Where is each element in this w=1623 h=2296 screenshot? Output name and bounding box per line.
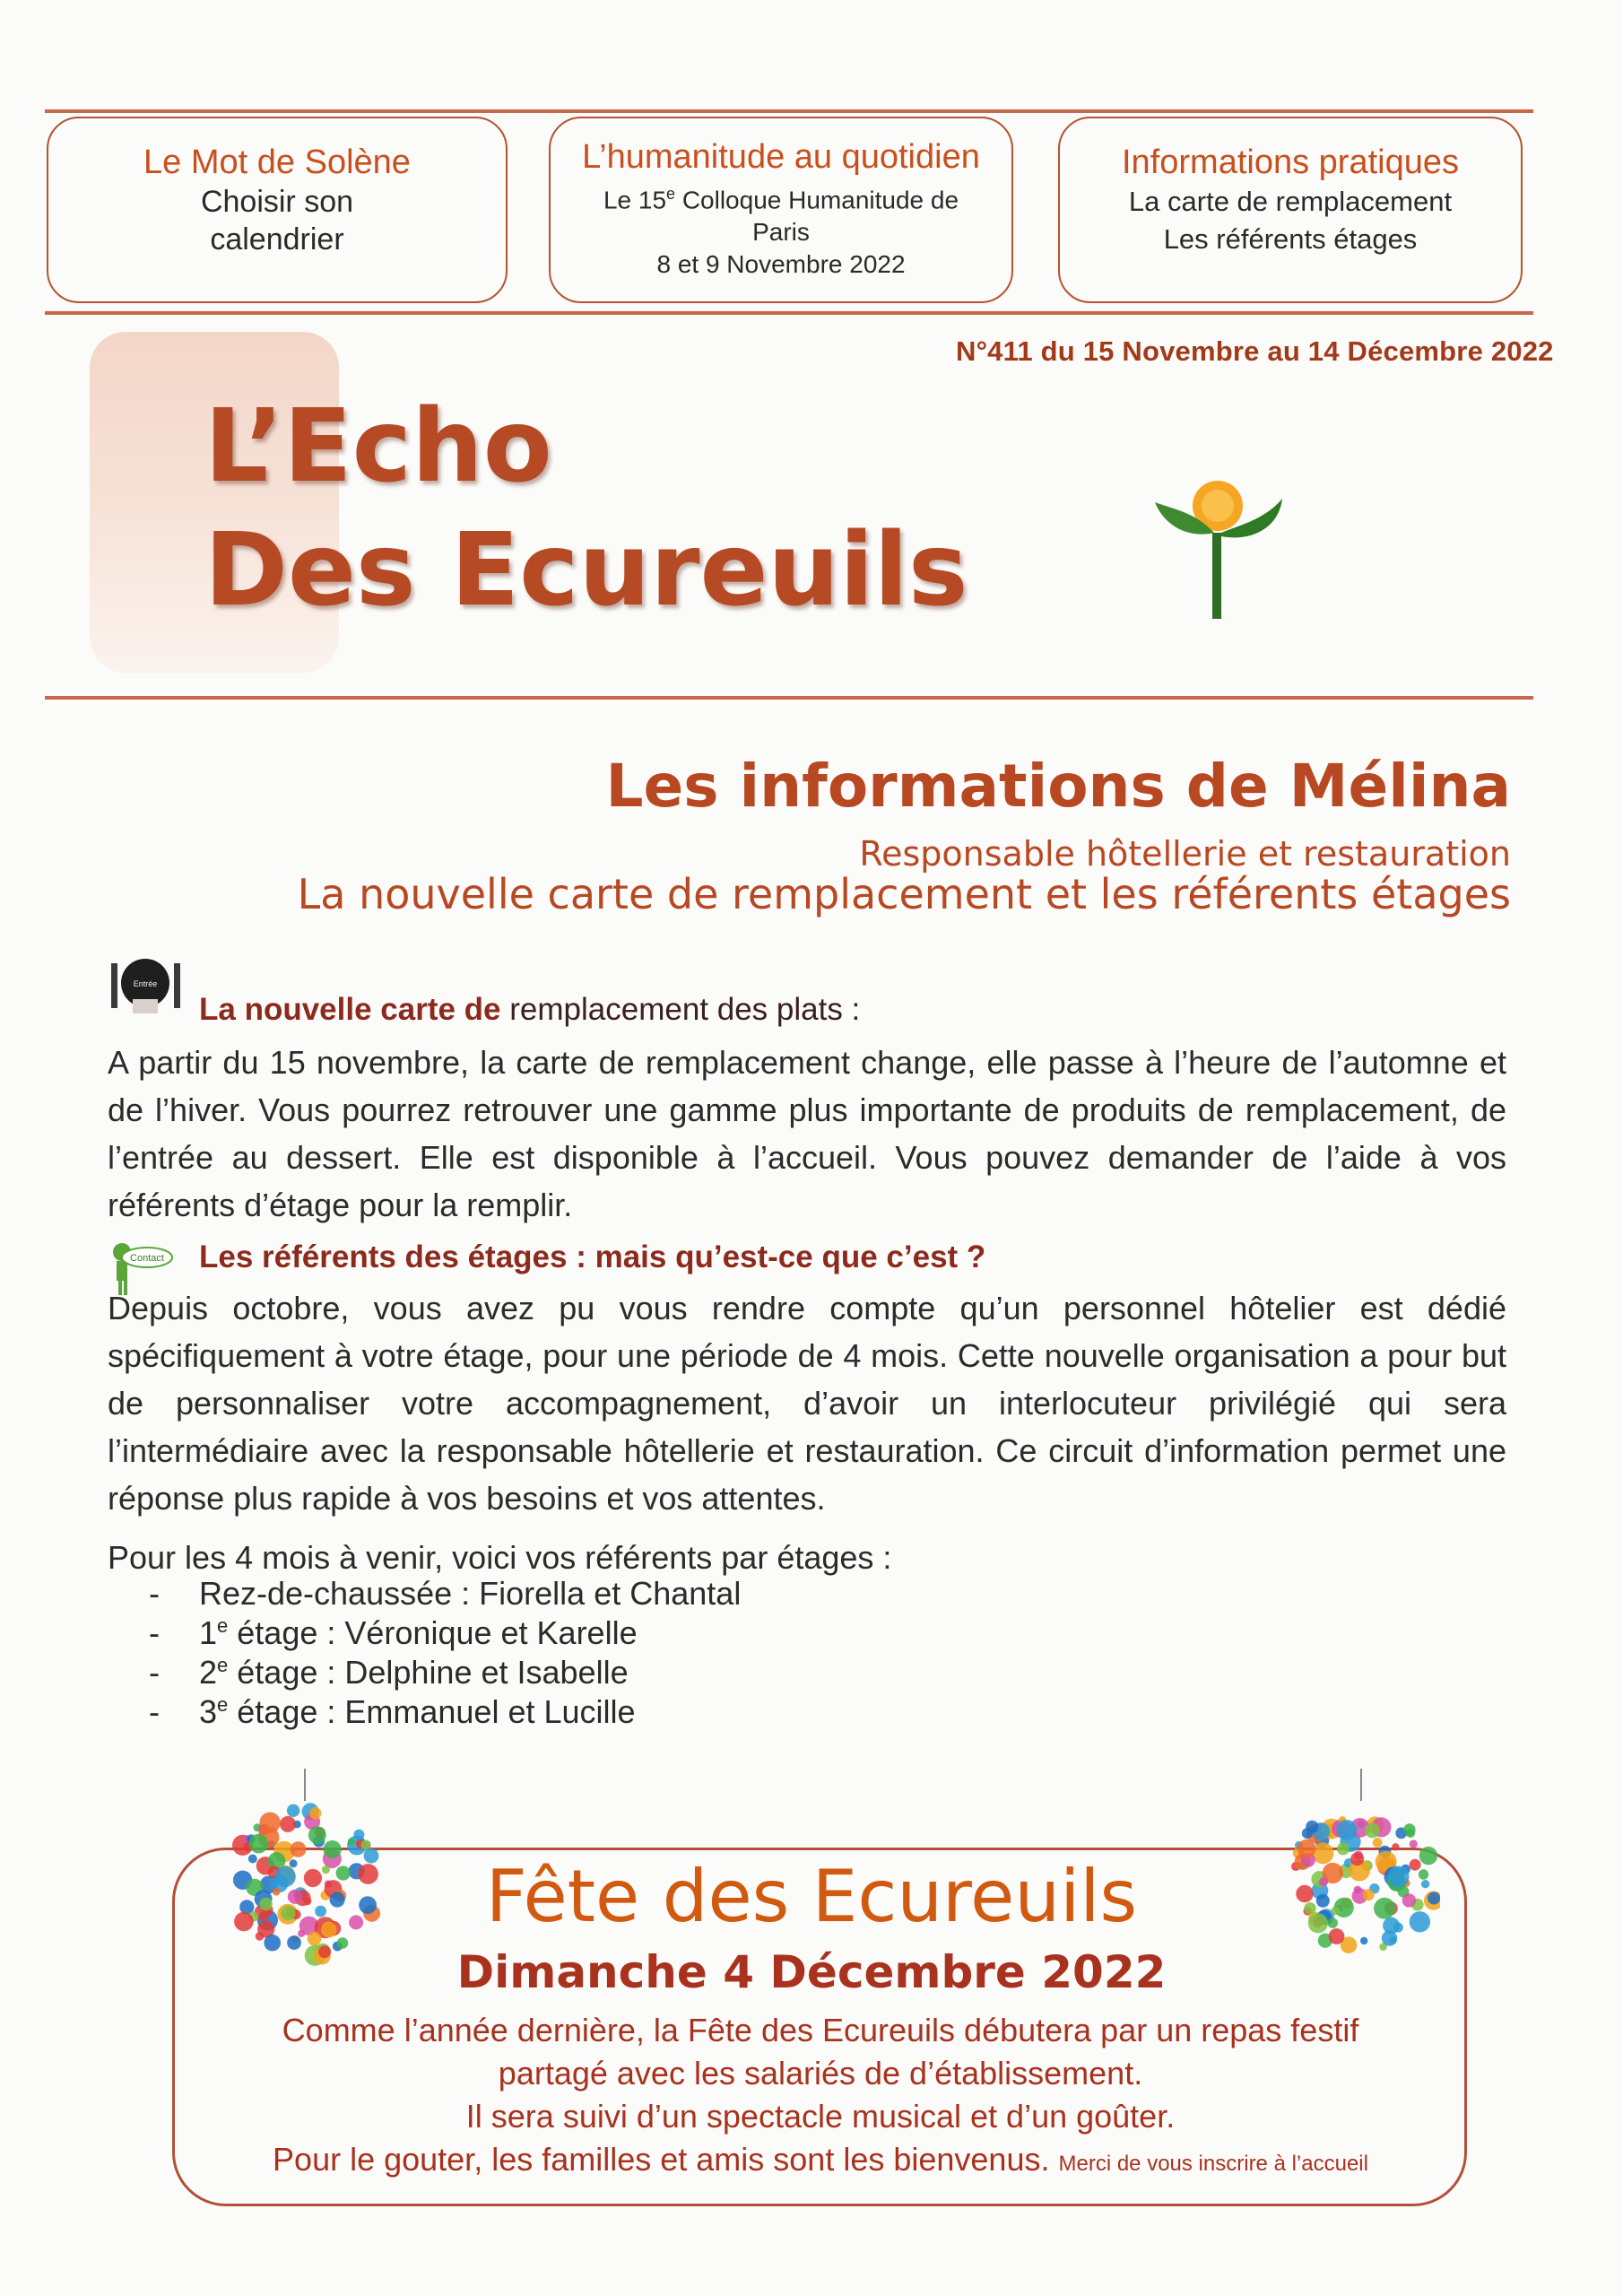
plate-label: Entrée: [133, 979, 158, 988]
box-line: Le 15: [603, 186, 667, 214]
floor-list-item: - 3e étage : Emmanuel et Lucille: [149, 1693, 636, 1730]
floor-list-item: - Rez-de-chaussée : Fiorella et Chantal: [149, 1575, 742, 1612]
ornament-dot: [1337, 1820, 1358, 1840]
fete-line-4-text: Pour le gouter, les familles et amis sont les bienvenus.: [273, 2141, 1050, 2178]
section-subtitle: La nouvelle carte de remplacement et les référents étages: [297, 870, 1511, 918]
ornament-dot: [308, 1826, 326, 1844]
heading-rest: remplacement des plats :: [500, 992, 861, 1027]
masthead-line-1: L’Echo: [204, 388, 552, 505]
floor-list-item: - 1e étage : Véronique et Karelle: [149, 1614, 638, 1651]
box-line: Les référents étages: [1163, 223, 1418, 255]
header-bottom-rule: [45, 311, 1533, 315]
ornament-dot: [1410, 1839, 1418, 1848]
ornament-dot: [280, 1816, 296, 1832]
box-line: calendrier: [210, 222, 344, 257]
ornament-dot: [309, 1807, 321, 1819]
fete-date: Dimanche 4 Décembre 2022: [456, 1946, 1167, 1998]
ornament-dot: [1392, 1843, 1399, 1850]
box-line: 8 et 9 Novembre 2022: [656, 250, 906, 279]
floor-list-item: - 2e étage : Delphine et Isabelle: [149, 1654, 629, 1691]
menu-plate-icon: [111, 956, 181, 1020]
contact-label: Contact: [130, 1253, 164, 1264]
heading-referents: Les référents des étages : mais qu’est-ce que c’est ?: [199, 1239, 986, 1274]
fete-line-4: [170, 2138, 1471, 2186]
masthead-line-2: Des Ecureuils: [204, 512, 968, 629]
section-title: Les informations de Mélina: [605, 752, 1511, 821]
fete-title: Fête des Ecureuils: [485, 1855, 1138, 1938]
ornament-dot: [1306, 1821, 1318, 1833]
ornament-dot: [1403, 1823, 1415, 1835]
heading-nouvelle-carte: [199, 992, 860, 1028]
paragraph-referents: Depuis octobre, vous avez pu vous rendre compte qu’un personnel hôtelier est dédié spécifiquement à votre étage, pour une période de 4 mois. Cette nouvelle organisation a pour but de personnaliser votre accompagnement, d’avoir un interlocuteur privilégié qui sera l’intermédiaire avec la responsable hôtellerie et restauration. Ce circuit d’information permet une réponse plus rapide à vos besoins et vos attentes.: [108, 1290, 1506, 1517]
top-rule: [45, 109, 1533, 113]
ornament-dot: [1365, 1822, 1380, 1838]
box-line: La carte de remplacement: [1128, 186, 1453, 217]
header-box-informations-pratiques[interactable]: [1058, 117, 1523, 303]
header-box-humanitude[interactable]: [549, 117, 1013, 303]
box-heading: Informations pratiques: [1122, 144, 1459, 181]
ornament-dot: [1373, 1838, 1383, 1848]
fete-line-3: Il sera suivi d’un spectacle musical et d’un goûter.: [465, 2098, 1176, 2135]
ornament-dot: [353, 1830, 364, 1840]
heading-bold: La nouvelle carte de: [199, 992, 501, 1027]
fete-line-2: partagé avec les salariés de d’établissement.: [498, 2055, 1143, 2092]
ornament-dot: [249, 1834, 269, 1854]
ornament-dot: [1360, 1937, 1367, 1944]
masthead-bottom-rule: [45, 696, 1533, 700]
ornament-dot: [360, 1840, 370, 1850]
box-heading: L’humanitude au quotidien: [582, 138, 980, 176]
ornament-dot: [348, 1838, 355, 1845]
fete-signup-note: Merci de vous inscrire à l’accueil: [1058, 2152, 1368, 2176]
box-line: Paris: [752, 218, 810, 247]
box-line: Choisir son: [200, 185, 354, 219]
issue-number: N°411 du 15 Novembre au 14 Décembre 2022: [956, 335, 1554, 367]
paragraph-referents-intro: Pour les 4 mois à venir, voici vos référents par étages :: [108, 1539, 892, 1576]
box-heading: Le Mot de Solène: [143, 144, 411, 181]
box-sup: e: [666, 185, 676, 203]
box-line: Colloque Humanitude de: [675, 186, 959, 214]
ornament-dot: [287, 1805, 299, 1817]
header-box-mot-de-solene[interactable]: [47, 117, 508, 303]
paragraph-nouvelle-carte: A partir du 15 novembre, la carte de remplacement change, elle passe à l’heure de l’automne et de l’hiver. Vous pourrez retrouver une gamme plus importante de produits de remplacement, de l’entrée au dessert. Elle est disponible à l’accueil. Vous pouvez demander de l’aide à vos référents d’étage pour la remplir.: [108, 1044, 1506, 1223]
ornament-dot: [1337, 1842, 1350, 1855]
flower-logo-icon: [1139, 466, 1300, 650]
fete-line-1: Comme l’année dernière, la Fête des Ecureuils débutera par un repas festif: [282, 2012, 1359, 2048]
section-role: Responsable hôtellerie et restauration: [859, 834, 1511, 874]
